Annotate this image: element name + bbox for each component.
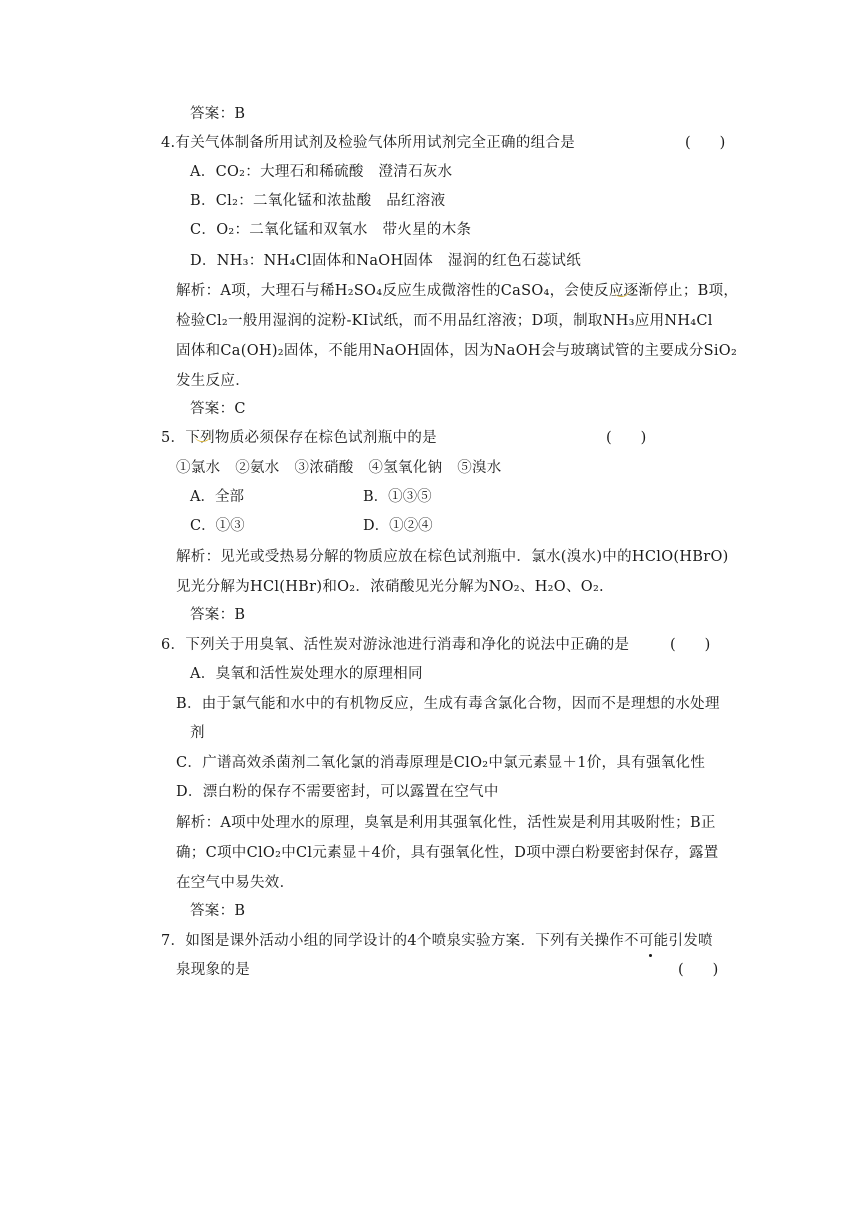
question-5-option-a: A．全部 xyxy=(190,489,244,505)
question-7-answer-blank: ( ) xyxy=(678,962,719,978)
question-6-option-d: D．漂白粉的保存不需要密封，可以露置在空气中 xyxy=(176,784,499,800)
question-7-stem-continued: 泉现象的是 xyxy=(176,962,250,978)
question-7-stem: 7．如图是课外活动小组的同学设计的4个喷泉实验方案．下列有关操作不可能引发喷 xyxy=(161,933,713,949)
question-4-option-b: B．Cl₂：二氧化锰和浓盐酸 品红溶液 xyxy=(190,193,446,209)
question-5-analysis-line: 见光分解为HCl(HBr)和O₂．浓硝酸见光分解为NO₂、H₂O、O₂. xyxy=(176,579,604,595)
question-4-analysis-line: 解析：A项，大理石与稀H₂SO₄反应生成微溶性的CaSO₄，会使反应逐渐停止；B项， xyxy=(176,283,739,299)
question-4-option-a: A．CO₂：大理石和稀硫酸 澄清石灰水 xyxy=(190,164,453,180)
question-6-analysis-line: 在空气中易失效． xyxy=(176,875,295,891)
question-4-analysis-line: 检验Cl₂一般用湿润的淀粉-KI试纸，而不用品红溶液；D项，制取NH₃应用NH₄Cl xyxy=(176,313,713,329)
question-6-answer-blank: ( ) xyxy=(670,637,711,653)
answer-q3: 答案：B xyxy=(190,106,246,122)
question-5-option-b: B．①③⑤ xyxy=(363,489,432,505)
answer-q6: 答案：B xyxy=(190,903,246,919)
question-4-stem: 4.有关气体制备所用试剂及检验气体所用试剂完全正确的组合是 xyxy=(161,135,576,151)
question-6-option-c: C．广谱高效杀菌剂二氧化氯的消毒原理是ClO₂中氯元素显＋1价，具有强氧化性 xyxy=(176,755,706,771)
question-6-analysis-line: 确；C项中ClO₂中Cl元素显＋4价，具有强氧化性，D项中漂白粉要密封保存，露置 xyxy=(176,845,719,861)
answer-q5: 答案：B xyxy=(190,607,246,623)
question-4-option-d: D．NH₃：NH₄Cl固体和NaOH固体 湿润的红色石蕊试纸 xyxy=(190,253,582,269)
question-6-option-b: B．由于氯气能和水中的有机物反应，生成有毒含氯化合物，因而不是理想的水处理 xyxy=(176,696,720,712)
question-4-option-c: C．O₂：二氧化锰和双氧水 带火星的木条 xyxy=(190,222,472,238)
question-6-option-a: A．臭氧和活性炭处理水的原理相同 xyxy=(190,666,423,682)
emphasis-dot xyxy=(649,954,652,957)
question-4-analysis-line: 固体和Ca(OH)₂固体，不能用NaOH固体，因为NaOH会与玻璃试管的主要成分SiO₂ xyxy=(176,343,738,359)
question-4-analysis-line: 发生反应． xyxy=(176,373,250,389)
question-5-analysis-line: 解析：见光或受热易分解的物质应放在棕色试剂瓶中．氯水(溴水)中的HClO(HBrO) xyxy=(176,549,729,565)
question-5-answer-blank: ( ) xyxy=(606,430,647,446)
question-6-option-b-continued: 剂 xyxy=(190,725,205,741)
question-5-items: ①氯水 ②氨水 ③浓硝酸 ④氢氧化钠 ⑤溴水 xyxy=(176,460,502,476)
question-6-stem: 6．下列关于用臭氧、活性炭对游泳池进行消毒和净化的说法中正确的是 xyxy=(161,637,630,653)
question-5-stem: 5．下列物质必须保存在棕色试剂瓶中的是 xyxy=(161,430,437,446)
question-5-option-c: C．①③ xyxy=(190,518,245,534)
question-6-analysis-line: 解析：A项中处理水的原理，臭氧是利用其强氧化性，活性炭是利用其吸附性；B正 xyxy=(176,815,716,831)
answer-q4: 答案：C xyxy=(190,401,246,417)
question-4-answer-blank: ( ) xyxy=(685,135,726,151)
question-5-option-d: D．①②④ xyxy=(363,518,433,534)
